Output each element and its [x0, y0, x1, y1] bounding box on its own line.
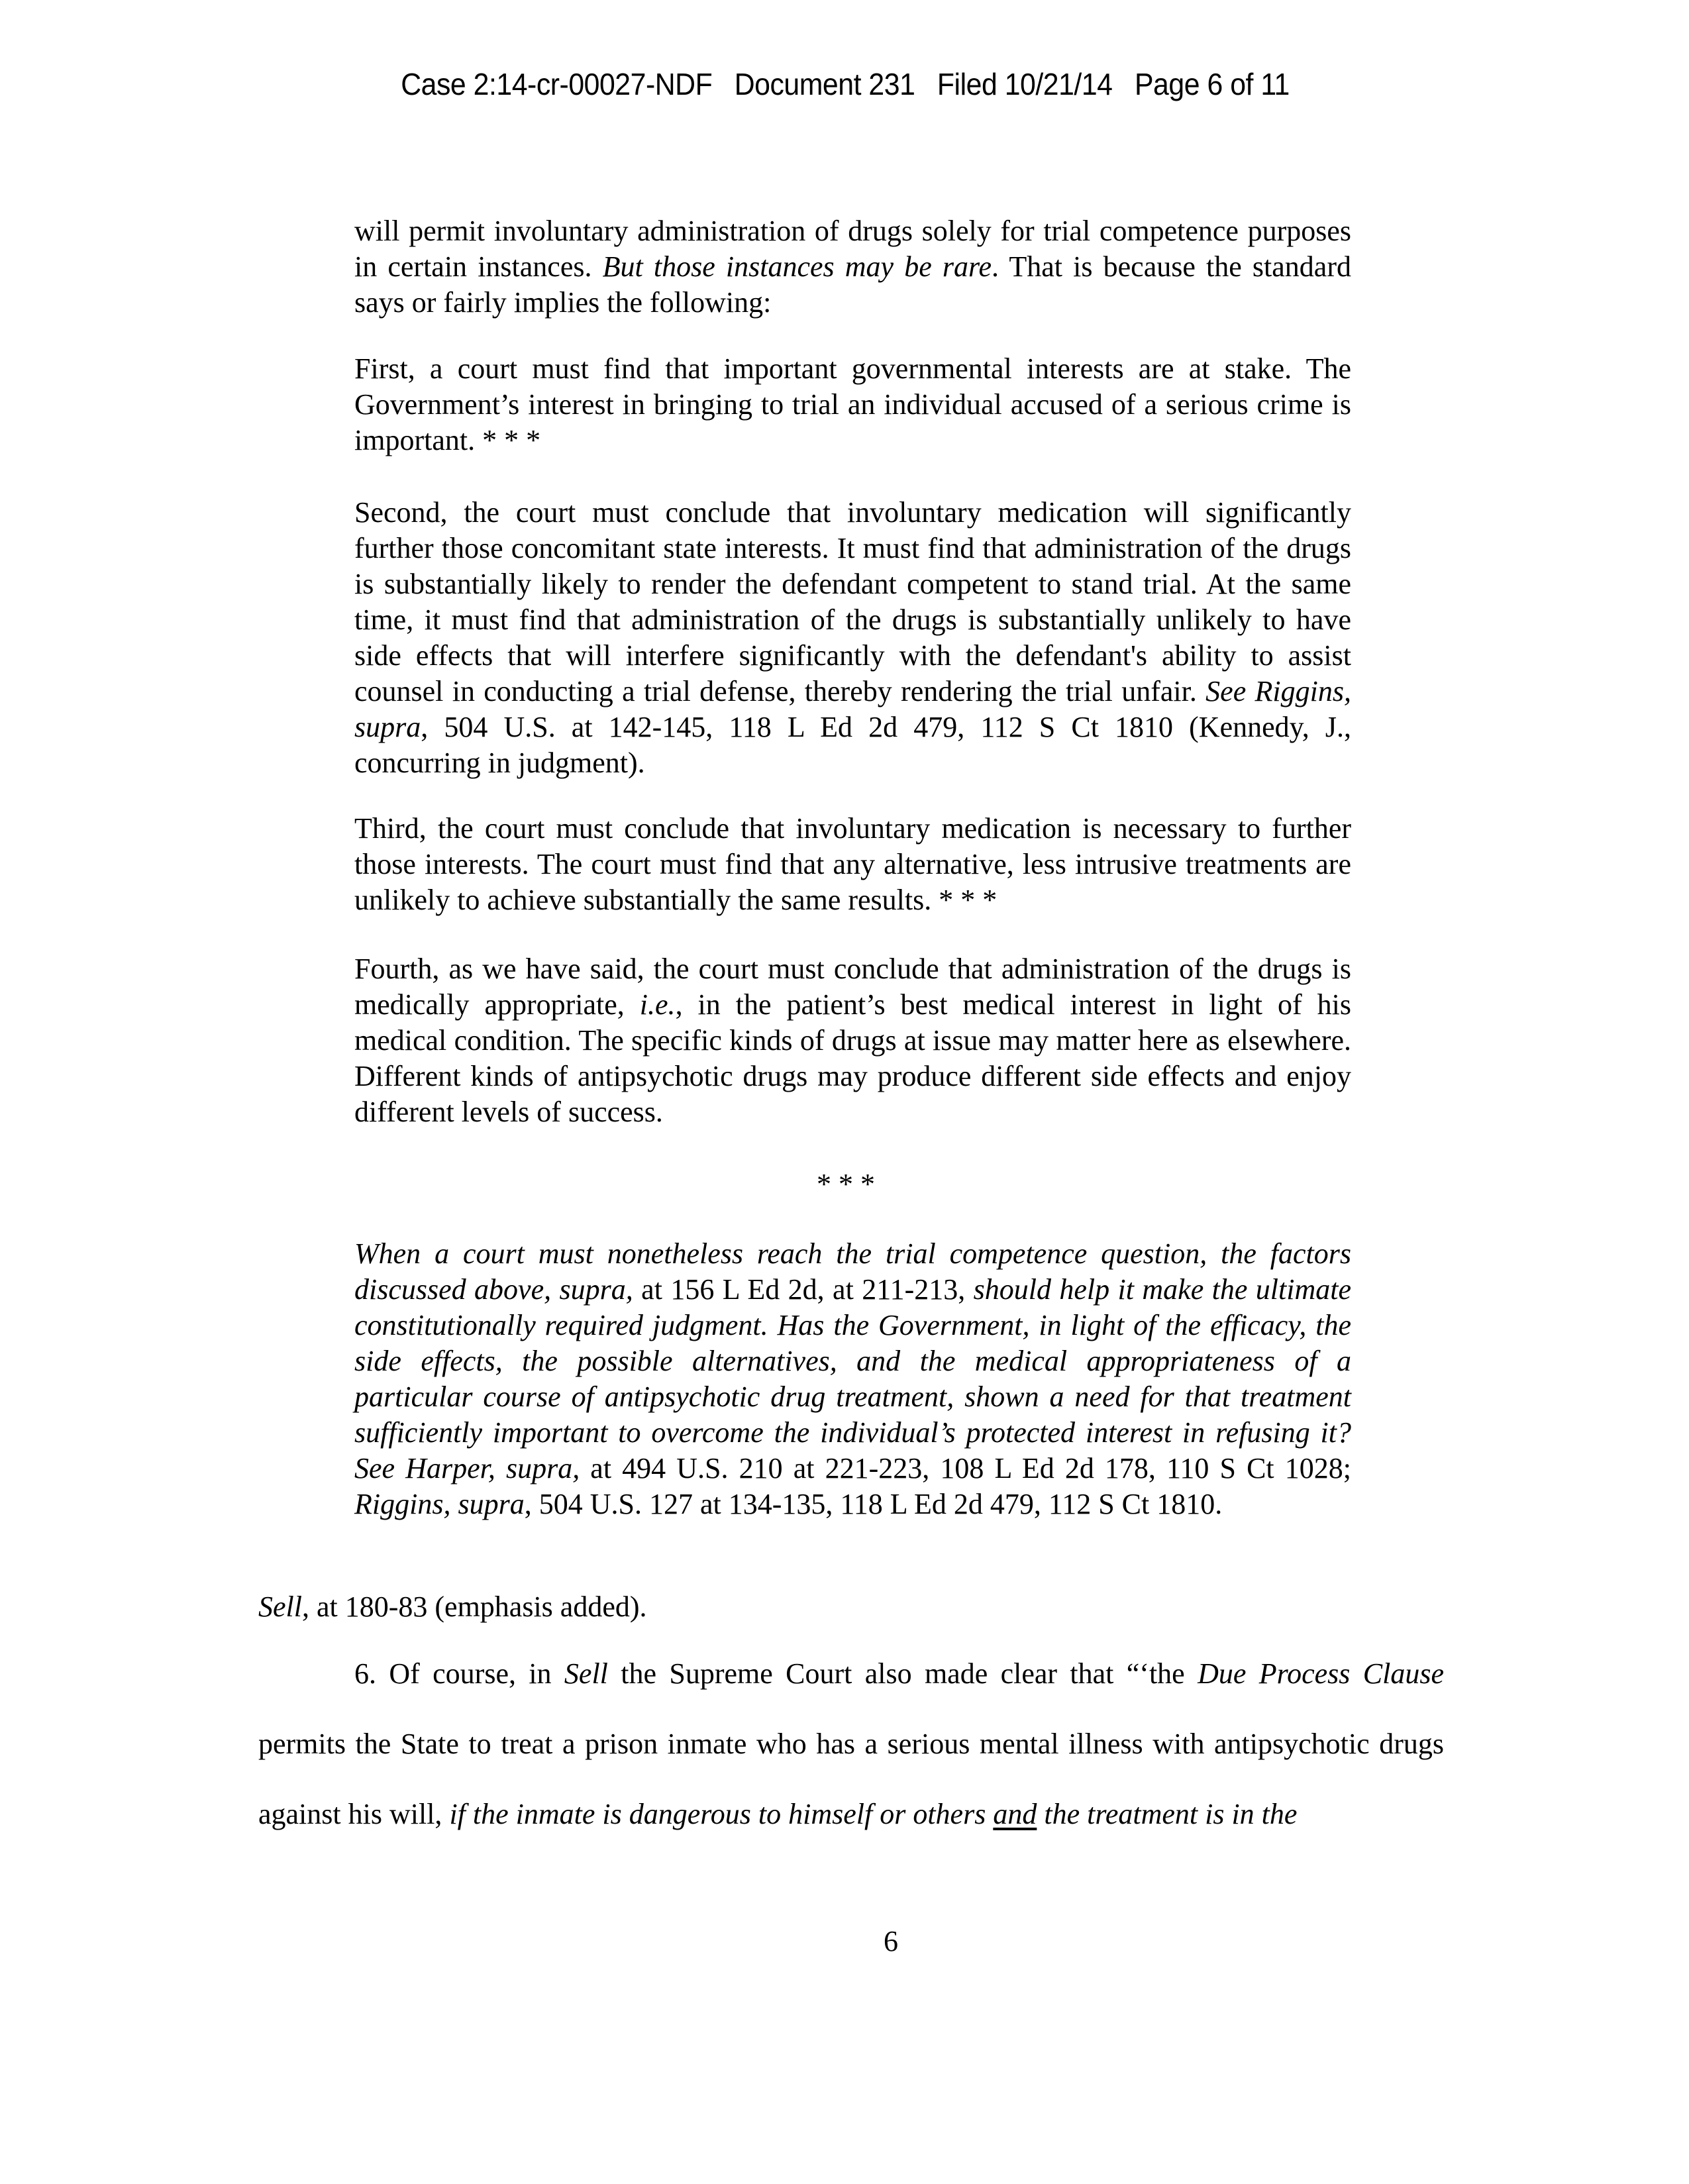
quote-paragraph: First, a court must find that important governmental interests are at stake. The Government’s interest in bringing to trial an individual accused of a serious crime is important. * * * [354, 352, 1351, 456]
emphasis: But those instances may be rare [602, 250, 992, 283]
case-header [60, 66, 1631, 102]
block-quote-conclusion [354, 1236, 1351, 1522]
case-number: Case 2:14-cr-00027-NDF [401, 67, 713, 101]
numbered-paragraph: 6. Of course, in Sell the Supreme Court also made clear that “‘the Due Process Clause permits the State to treat a prison inmate who has a serious mental illness with antipsychotic drugs against his will, if the inmate is dangerous to himself or others and the treatment is in the [258, 1657, 1444, 1830]
citation-line: Sell, at 180-83 (emphasis added). [258, 1590, 647, 1623]
section-separator: * * * [817, 1168, 875, 1200]
filed-date: Filed 10/21/14 [937, 67, 1113, 101]
quote-paragraph: will permit involuntary administration of drugs solely for trial competence purposes in certain instances. But those instances may be rare. That is because the standard says or fairly implies the following: [354, 215, 1351, 319]
quote-paragraph: Fourth, as we have said, the court must conclude that administration of the drugs is medically appropriate, i.e., in the patient’s best medical interest in light of his medical condition. The specific kinds of drugs at issue may matter here as elsewhere. Different kinds of antipsychotic drugs may produce different side effects and enjoy different levels of success. [354, 953, 1351, 1128]
quote-paragraph: Third, the court must conclude that involuntary medication is necessary to further those interests. The court must find that any alternative, less intrusive treatments are unlikely to achieve substantially the same results. * * * [354, 812, 1351, 916]
quote-paragraph: Second, the court must conclude that involuntary medication will significantly further those concomitant state interests. It must find that administration of the drugs is substantially likely to render the defendant competent to stand trial. At the same time, it must find that administration of the drugs is substantially unlikely to have side effects that will interfere significantly with the defendant's ability to assist counsel in conducting a trial defense, thereby rendering the trial unfair. See Riggins, supra, 504 U.S. at 142-145, 118 L Ed 2d 479, 112 S Ct 1810 (Kennedy, J., concurring in judgment). [354, 496, 1351, 779]
block-quote-intro [354, 213, 1351, 321]
underlined-emphasis: and [993, 1798, 1037, 1830]
page-of-total: Page 6 of 11 [1134, 67, 1290, 101]
block-quote-second [354, 495, 1351, 781]
case-citation: See Riggins, supra [354, 675, 1351, 743]
quote-paragraph: When a court must nonetheless reach the trial competence question, the factors discussed above, supra, at 156 L Ed 2d, at 211-213, should help it make the ultimate constitutionally required judgment. Has the Government, in light of the efficacy, the side effects, the possible alternatives, and the medical appropriateness of a particular course of antipsychotic drug treatment, shown a need for that treatment sufficiently important to overcome the individual’s protected interest in refusing it? See Harper, supra, at 494 U.S. 210 at 221-223, 108 L Ed 2d 178, 110 S Ct 1028; Riggins, supra, 504 U.S. 127 at 134-135, 118 L Ed 2d 479, 112 S Ct 1810. [354, 1237, 1351, 1520]
page-number: 6 [884, 1925, 898, 1957]
block-quote-first [354, 351, 1351, 458]
block-quote-fourth [354, 951, 1351, 1130]
document-number: Document 231 [734, 67, 915, 101]
block-quote-third [354, 811, 1351, 918]
body-paragraph-6 [258, 1639, 1444, 1849]
